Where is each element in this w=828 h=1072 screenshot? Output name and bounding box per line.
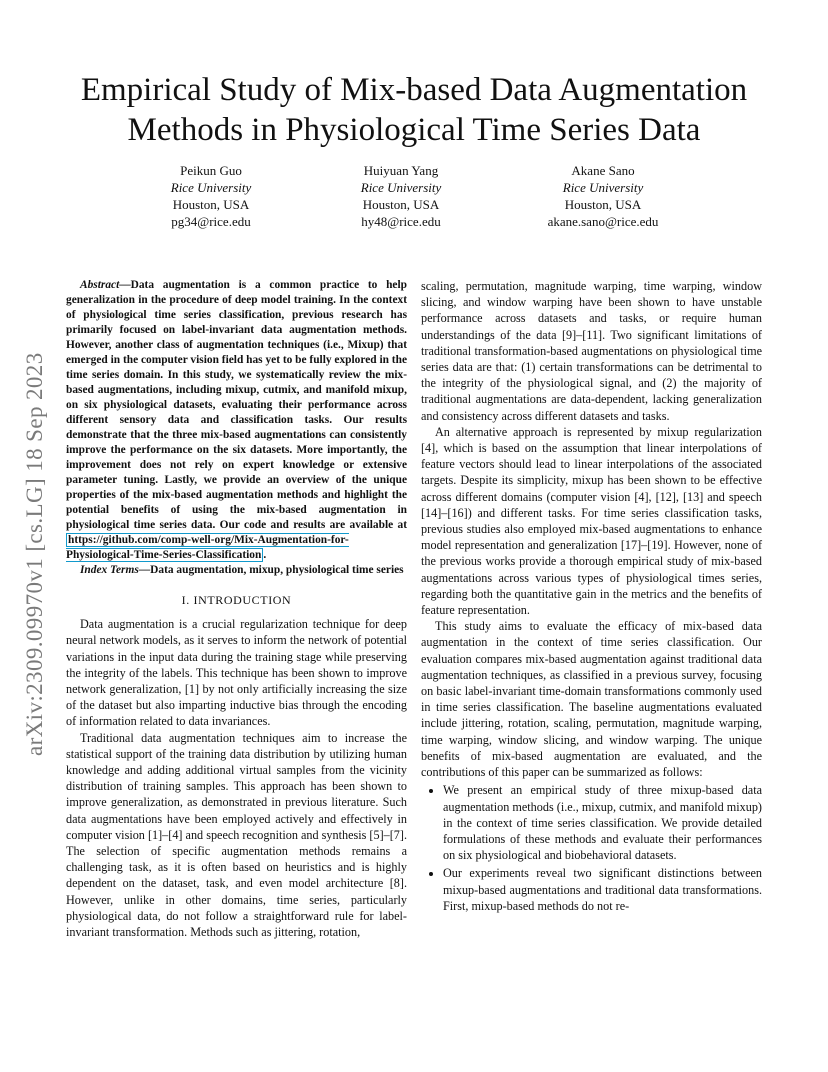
index-terms-text: —Data augmentation, mixup, physiological time series [138, 564, 404, 576]
author-location: Houston, USA [362, 197, 440, 212]
paragraph: This study aims to evaluate the efficacy of mix-based data augmentation in the context of time series classification. Our evaluation compares mix-based augmentation against traditional data augmentation techniques, as classified in a previous survey, focusing on basic label-invariant time-domain transformations commonly used in time series classification. The baseline augmentations evaluated include jittering, rotation, scaling, permutation, magnitude warping, time warping, window slicing, and window warping. The unique benefits of mix-based augmentation are evaluated, and the contributions of this paper can be summarized as follows: [421, 619, 762, 780]
contributions-list [421, 782, 762, 914]
abstract: Abstract—Data augmentation is a common practice to help generalization in the procedure of deep model training. In the context of physiological time series classification, previous research has primarily focused on label-invariant data augmentation methods. However, another class of augmentation techniques (i.e., Mixup) that emerged in the computer vision field has yet to be fully explored in the time series domain. In this study, we systematically review the mix-based augmentations, including mixup, cutmix, and manifold mixup, on six physiological datasets, evaluating their performance across different sensory data and classification tasks. Our results demonstrate that the three mix-based augmentations can consistently improve the performance on the six datasets. More importantly, the improvement does not rely on expert knowledge or extensive parameter tuning. Lastly, we provide an overview of the unique properties of the mix-based augmentation methods and highlight the potential benefits of using the mix-based augmentation in physiological time series data. Our code and results are available at https://github.com/comp-well-org/Mix-Augmentation-for-Physiological-Time-Series-Classification . [66, 279, 407, 561]
author-affiliation: Rice University [170, 180, 252, 195]
author-email: hy48@rice.edu [361, 214, 441, 229]
list-item: • We present an empirical study of three mixup-based data augmentation methods (i.e., mixup, cutmix, and manifold mixup) in the context of time series classification. We provide detailed formulations of these methods and evaluate their performances on six physiological and biobehavioral datasets. [443, 782, 762, 863]
list-item: • Our experiments reveal two significant distinctions between mixup-based augmentations and traditional data transformations. First, mixup-based methods do not re- [443, 865, 762, 914]
author-block [311, 162, 491, 230]
author-affiliation: Rice University [360, 180, 442, 195]
author-email: akane.sano@rice.edu [547, 214, 659, 229]
author-name: Huiyuan Yang [363, 163, 439, 178]
author-location: Houston, USA [564, 197, 642, 212]
right-column [421, 278, 762, 916]
index-terms-label: Index Terms [80, 564, 139, 576]
paragraph: Traditional data augmentation techniques aim to increase the statistical support of the training data distribution by utilizing human knowledge and adding additional virtual samples from the vicinity distribution of training samples. This approach has been shown to improve generalization, as demonstrated in previous literature. Such data augmentations have been employed actively and effectively in computer vision [1]–[4] and speech recognition and synthesis [5]–[7]. The selection of specific augmentation methods remains a challenging task, as it is often based on heuristics and is highly dependent on the dataset, task, and even model architecture [8]. However, unlike in other domains, time series, particularly physiological data, do not follow a straightforward rule for label-invariant transformation. Methods such as jittering, rotation, [66, 730, 407, 940]
author-email: pg34@rice.edu [171, 214, 251, 229]
author-affiliation: Rice University [562, 180, 644, 195]
author-block [121, 162, 301, 230]
left-column [66, 278, 407, 940]
abstract-label: Abstract [80, 279, 120, 291]
section-heading: I. INTRODUCTION [181, 593, 292, 607]
abstract-text: —Data augmentation is a common practice to help generalization in the procedure of deep model training. In the context of physiological time series classification, previous research has primarily focused on label-invariant data augmentation methods. However, another class of augmentation techniques (i.e., Mixup) that emerged in the computer vision field has yet to be fully explored in the time series domain. In this study, we systematically review the mix-based augmentations, including mixup, cutmix, and manifold mixup, on six physiological datasets, evaluating their performance across different sensory data and classification tasks. Our results demonstrate that the three mix-based augmentations can consistently improve the performance on the six datasets. More importantly, the improvement does not rely on expert knowledge or extensive parameter tuning. Lastly, we provide an overview of the unique properties of the mix-based augmentation methods and highlight the potential benefits of using the mix-based augmentation in physiological time series data. Our code and results are available at [66, 279, 407, 531]
author-name: Akane Sano [571, 163, 635, 178]
paragraph: An alternative approach is represented by mixup regularization [4], which is based on the assumption that linear interpolations of feature vectors should lead to linear interpolations of the associated targets. Despite its simplicity, mixup has been shown to be effective across different domains (computer vision [4], [12], [13] and speech [14]–[16]) and different tasks. For time series classification tasks, previous studies also employed mix-based augmentations to enhance model representation and generalization [17]–[19]. However, none of the previous works provide a thorough empirical study of mix-based augmentations across various types of physiological times series, regarding both the quantitative gain in the metrics and the benefits of feature representation. [421, 424, 762, 618]
paper-title: Empirical Study of Mix-based Data Augmentation Methods in Physiological Time Series Data [80, 72, 748, 148]
code-link[interactable]: https://github.com/comp-well-org/Mix-Augmentation-for-Physiological-Time-Series-Classification [66, 534, 349, 561]
author-name: Peikun Guo [180, 163, 242, 178]
paragraph: scaling, permutation, magnitude warping, time warping, window slicing, and window warping have been shown to have unstable performance across datasets and tasks, or require human understandings of the data [9]–[11]. Two significant limitations of traditional transformation-based augmentations on physiological time series data are that: (1) certain transformations can be detrimental to the integrity of the physiological signal, and (2) the majority of traditional augmentations are data-dependent, lacking generalization and consistency across different datasets and tasks. [421, 279, 762, 423]
arxiv-identifier: arXiv:2309.09970v1 [cs.LG] 18 Sep 2023 [22, 352, 47, 756]
index-terms [66, 563, 407, 578]
paragraph: Data augmentation is a crucial regularization technique for deep neural network models, as it serves to inform the network of potential variations in the input data during the training stage while preserving the integrity of the labels. This technique has been shown to improve network generalization, [1] by not only artificially increasing the size of the dataset but also imparting inductive bias through the encoding of information related to data invariances. [66, 617, 407, 729]
author-block [513, 162, 693, 230]
author-location: Houston, USA [172, 197, 250, 212]
